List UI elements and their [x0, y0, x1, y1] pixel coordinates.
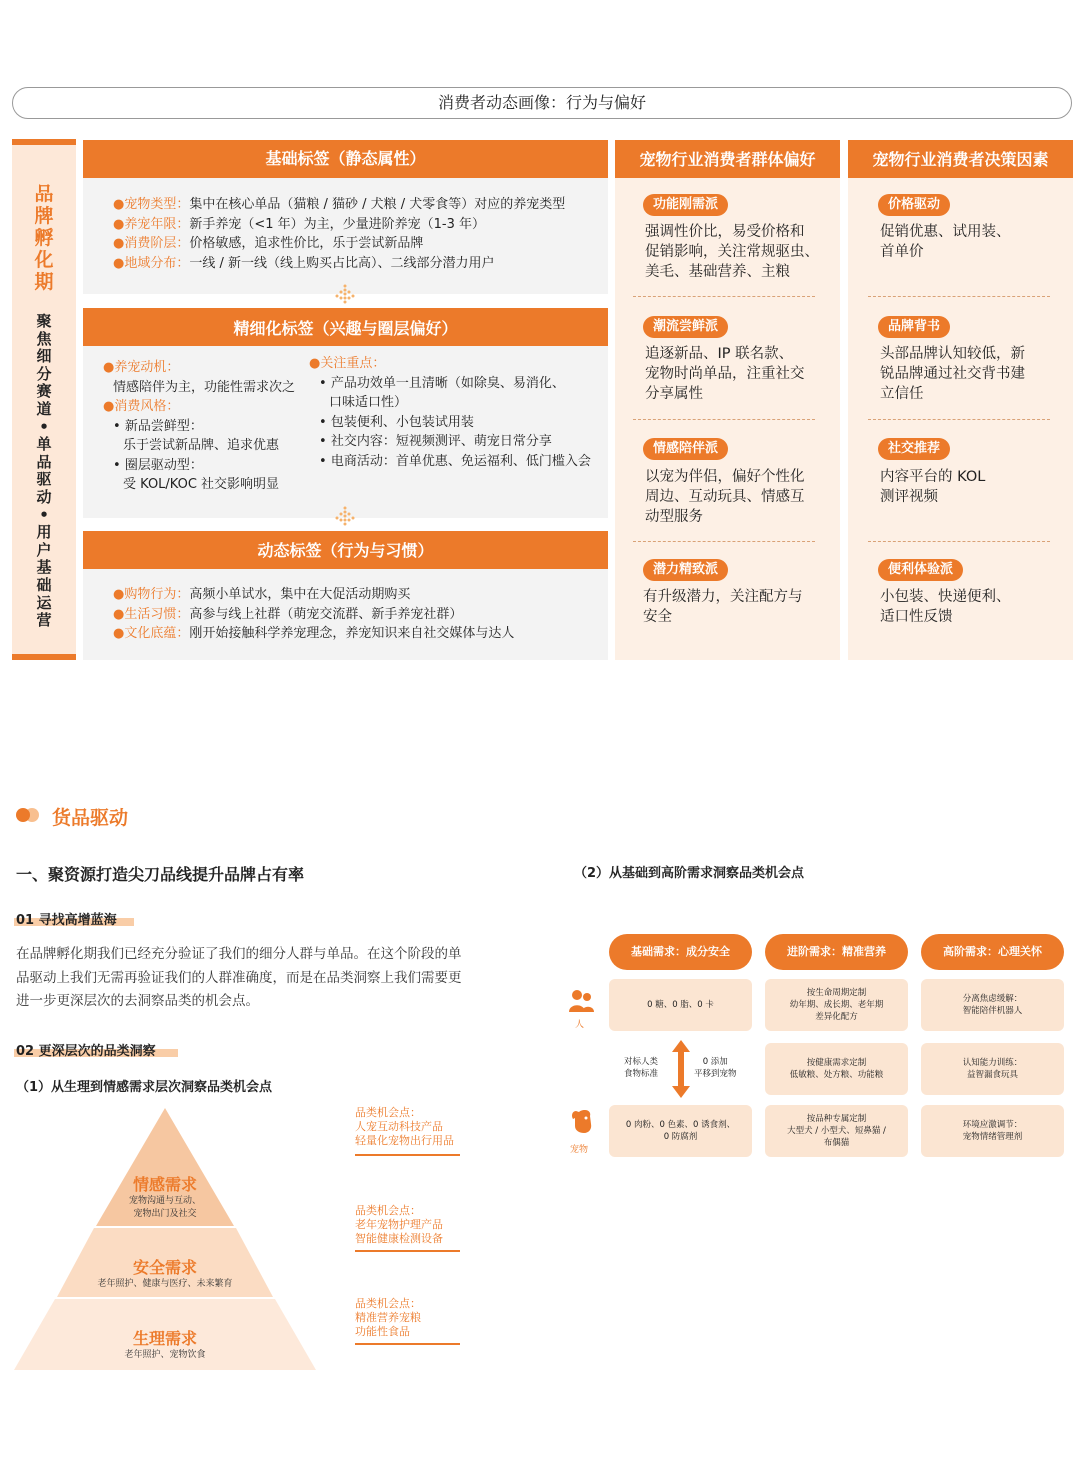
dynamic-item: ●文化底蕴：刚开始接触科学养宠理念，养宠知识来自社交媒体与达人: [113, 626, 515, 641]
stage-title: 品 牌 孵 化 期: [34, 183, 54, 293]
divider: [868, 541, 1050, 542]
divider: [355, 1250, 460, 1252]
factors-header: 宠物行业消费者决策因素: [848, 140, 1073, 178]
style-item: 乐于尝试新品牌、追求优惠: [123, 438, 280, 453]
basic-item: ●养宠年限：新手养宠（<1 年）为主，少量进阶养宠（1-3 年）: [113, 216, 486, 232]
motive-label: ●养宠动机：: [103, 360, 180, 375]
pyramid-level-emotion: 情感需求 宠物沟通与互动、 宠物出门及社交: [128, 1175, 201, 1219]
subheading-matrix: （2）从基础到高阶需求洞察品类机会点: [574, 866, 805, 881]
style-item: • 新品尝鲜型：: [113, 418, 203, 434]
matrix-header-advanced: 进阶需求：精准营养: [765, 934, 908, 970]
dynamic-item: ●购物行为：高频小单试水，集中在大促活动期购买: [113, 587, 411, 602]
matrix-cell: 认知能力训练： 益智漏食玩具: [921, 1043, 1064, 1095]
person-label: 人: [575, 1020, 585, 1030]
pyramid-level-physiology: 生理需求 老年照护、宠物饮食: [124, 1329, 206, 1360]
style-label: ●消费风格：: [103, 399, 180, 414]
basic-item: ●地域分布：一线 / 新一线（线上购买占比高）、二线部分潜力用户: [113, 255, 495, 271]
pref-tag: 情感陪伴派: [643, 438, 728, 460]
dynamic-item: ●生活习惯：高参与线上社群（萌宠交流群、新手养宠社群）: [113, 606, 463, 622]
fine-left-col: [103, 358, 323, 495]
dynamic-tags-header: 动态标签（行为与习惯）: [83, 531, 608, 569]
basic-tags-box: [83, 178, 608, 294]
fine-right-col: [309, 354, 604, 471]
factor-text: 小包装、快递便利、 适口性反馈: [880, 589, 1011, 625]
focus-label: ●关注重点：: [309, 356, 386, 371]
subheading-02: 02 更深层次的品类洞察: [16, 1044, 156, 1059]
motive-text: 情感陪伴为主，功能性需求次之: [113, 379, 296, 395]
focus-item: • 产品功效单一且清晰（如除臭、易消化、: [319, 375, 565, 391]
subheading-pyramid: （1）从生理到情感需求层次洞察品类机会点: [16, 1080, 273, 1095]
divider: [355, 1343, 460, 1345]
divider: [868, 296, 1050, 297]
paragraph: 在品牌孵化期我们已经充分验证了我们的细分人群与单品。在这个阶段的单 品驱动上我们无需再验证我们的人群准确度，而是在品类洞察上我们需要更 进一步更深层次的去洞察品类的机会点。: [16, 946, 462, 1009]
dynamic-tags-box: [83, 569, 608, 660]
matrix-cell: 0 肉粉、0 色素、0 诱食剂、 0 防腐剂: [609, 1105, 752, 1157]
subheading-01: 01 寻找高增蓝海: [16, 913, 117, 928]
style-item: • 圈层驱动型：: [113, 457, 203, 473]
person-icon: [568, 988, 594, 1014]
matrix-header-basic: 基础需求：成分安全: [609, 934, 752, 970]
matrix-cell: 按生命周期定制 幼年期、成长期、老年期 差异化配方: [765, 979, 908, 1031]
matrix-cell: 0 糖、0 脂、0 卡: [609, 979, 752, 1031]
matrix-cell: 按健康需求定制 低敏粮、处方粮、功能粮: [765, 1043, 908, 1095]
opportunity-1: 品类机会点： 人宠互动科技产品 轻量化宠物出行用品: [355, 1106, 454, 1147]
pet-dog-icon: [570, 1108, 594, 1134]
matrix-cell: 按品种专属定制 大型犬 / 小型犬、短鼻猫 / 布偶猫: [765, 1105, 908, 1157]
preferences-column: [615, 178, 840, 660]
divider: [868, 419, 1050, 420]
divider: [633, 296, 815, 297]
pref-text: 强调性价比，易受价格和 促销影响，关注常规驱虫、 美毛、基础营养、主粮: [645, 224, 819, 280]
pyramid-level-safety: 安全需求 老年照护、健康与医疗、未来繁育: [97, 1258, 233, 1289]
preferences-header: 宠物行业消费者群体偏好: [615, 140, 840, 178]
matrix-header-premium: 高阶需求：心理关怀: [921, 934, 1064, 970]
opportunity-2: 品类机会点： 老年宠物护理产品 智能健康检测设备: [355, 1204, 443, 1245]
down-arrow-icon: [330, 506, 360, 528]
basic-tags-header: 基础标签（静态属性）: [83, 140, 608, 178]
stage-sidebar: [12, 139, 76, 660]
section-title: 货品驱动: [52, 807, 129, 829]
arrow-right-label: 0 添加 平移到宠物: [694, 1057, 737, 1079]
fine-tags-box: [83, 346, 608, 518]
pref-tag: 潜力精致派: [643, 559, 728, 581]
fine-tags-header: 精细化标签（兴趣与圈层偏好）: [83, 308, 608, 346]
factor-text: 促销优惠、试用装、 首单价: [880, 224, 1011, 260]
down-arrow-icon: [330, 284, 360, 306]
double-arrow-icon: [672, 1040, 690, 1098]
divider: [355, 1154, 460, 1156]
basic-item: ●消费阶层：价格敏感，追求性价比，乐于尝试新品牌: [113, 236, 424, 251]
pref-tag: 功能刚需派: [643, 194, 728, 216]
focus-item: • 电商活动：首单优惠、免运福利、低门槛入会: [319, 453, 591, 469]
pet-label: 宠物: [570, 1145, 589, 1155]
stage-subtitle: 聚 焦 细 分 赛 道 • 单 品 驱 动 • 用 户 基 础 运 营: [36, 312, 52, 630]
factor-tag: 社交推荐: [878, 438, 950, 460]
factor-tag: 价格驱动: [878, 194, 950, 216]
pref-tag: 潮流尝鲜派: [643, 316, 728, 338]
factor-tag: 品牌背书: [878, 316, 950, 338]
focus-item: • 社交内容：短视频测评、萌宠日常分享: [319, 434, 552, 449]
factor-tag: 便利体验派: [878, 559, 963, 581]
opportunity-3: 品类机会点： 精准营养宠粮 功能性食品: [355, 1297, 421, 1338]
basic-item: ●宠物类型：集中在核心单品（猫粮 / 猫砂 / 犬粮 / 犬零食等）对应的养宠类型: [113, 197, 566, 212]
focus-item: 口味适口性）: [329, 395, 408, 410]
pref-text: 有升级潜力，关注配方与 安全: [643, 589, 803, 625]
heading-1: 一、聚资源打造尖刀品线提升品牌占有率: [16, 865, 305, 884]
factors-column: [848, 178, 1073, 660]
matrix-cell: 环境应激调节： 宠物情绪管理剂: [921, 1105, 1064, 1157]
page-title: 消费者动态画像：行为与偏好: [12, 87, 1072, 119]
factor-text: 内容平台的 KOL 测评视频: [880, 469, 986, 505]
arrow-left-label: 对标人类 食物标准: [624, 1057, 659, 1079]
divider: [633, 419, 815, 420]
pref-text: 以宠为伴侣，偏好个性化 周边、互动玩具、情感互 动型服务: [645, 469, 805, 525]
factor-text: 头部品牌认知较低，新 锐品牌通过社交背书建 立信任: [880, 346, 1025, 402]
divider: [633, 541, 815, 542]
focus-item: • 包装便利、小包装试用装: [319, 414, 474, 430]
section-marker-icon: [16, 808, 30, 822]
pref-text: 追逐新品、IP 联名款、 宠物时尚单品，注重社交 分享属性: [645, 346, 805, 402]
matrix-cell: 分离焦虑缓解： 智能陪伴机器人: [921, 979, 1064, 1031]
style-item: 受 KOL/KOC 社交影响明显: [123, 477, 280, 492]
